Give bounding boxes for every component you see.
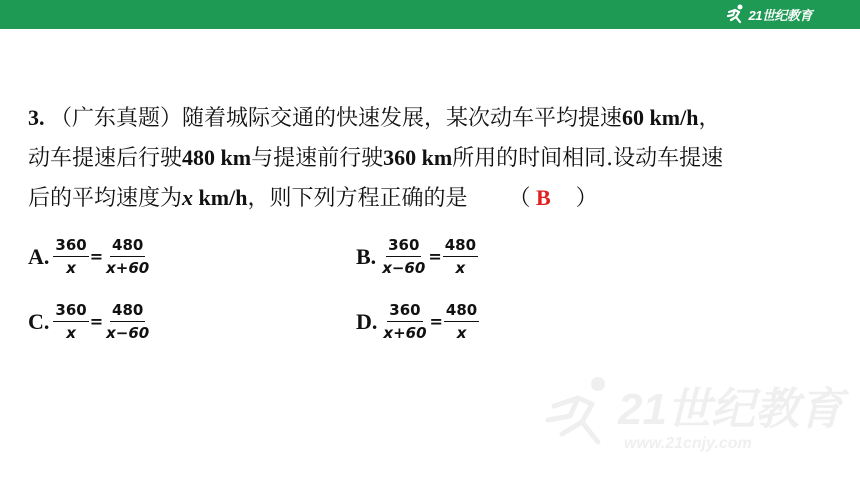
distance-360: 360 km xyxy=(383,145,453,170)
fraction-right xyxy=(443,236,478,277)
watermark-logo xyxy=(540,372,843,452)
denominator: x xyxy=(66,259,76,277)
distance-480: 480 km xyxy=(182,145,252,170)
option-label: C. xyxy=(28,308,50,334)
question-text-3b: ，则下列方程正确的是 xyxy=(247,186,468,211)
option-label: B. xyxy=(356,243,377,269)
answer-paren-open: （ xyxy=(508,186,531,211)
question-text-3a: 后的平均速度为 xyxy=(28,186,183,211)
equals-sign: = xyxy=(428,247,442,266)
header-bar xyxy=(0,0,860,29)
denominator: x xyxy=(66,324,76,342)
fraction-left xyxy=(53,301,88,342)
option-a[interactable] xyxy=(28,236,151,277)
question-text xyxy=(28,98,836,218)
denominator: x+60 xyxy=(106,259,150,277)
option-d[interactable] xyxy=(356,301,479,342)
denominator: x+60 xyxy=(383,324,427,342)
denominator: x−60 xyxy=(106,324,150,342)
answer-paren-close: ） xyxy=(575,186,598,211)
denominator: x xyxy=(455,259,466,277)
question-text-1: 随着城际交通的快速发展，某次动车平均提速 xyxy=(182,106,623,131)
fraction-right xyxy=(104,301,151,342)
answer-mark: B xyxy=(535,185,551,210)
numerator: 360 xyxy=(53,301,88,322)
question-line-3 xyxy=(28,178,836,218)
option-label: D. xyxy=(356,308,378,334)
denominator: x xyxy=(456,324,467,342)
svg-text:www.21cnjy.com: www.21cnjy.com xyxy=(624,435,752,452)
numerator: 480 xyxy=(110,236,145,257)
logo-text: 21世纪教育 xyxy=(748,7,812,23)
speed-unit: km/h xyxy=(193,185,248,210)
fraction-left xyxy=(381,301,428,342)
option-b[interactable] xyxy=(356,236,478,277)
numerator: 480 xyxy=(444,301,479,322)
fraction-left xyxy=(380,236,427,277)
question-text-2b: 与提速前行驶 xyxy=(251,146,384,171)
question-line-2 xyxy=(28,138,836,178)
speedup-value: 60 km/h xyxy=(622,105,699,130)
equals-sign: = xyxy=(89,312,104,331)
option-label: A. xyxy=(28,243,50,269)
svg-text:21世纪教育: 21世纪教育 xyxy=(618,385,843,434)
equals-sign: = xyxy=(89,247,104,266)
numerator: 480 xyxy=(443,236,478,257)
denominator: x−60 xyxy=(382,259,426,277)
brand-logo xyxy=(725,4,812,24)
numerator: 360 xyxy=(387,301,422,322)
question-text-2a: 动车提速后行驶 xyxy=(28,146,183,171)
numerator: 360 xyxy=(386,236,421,257)
variable-x: x xyxy=(182,185,194,210)
question-line-1: 3. （广东真题）随着城际交通的快速发展，某次动车平均提速60 km/h， xyxy=(28,105,721,131)
numerator: 360 xyxy=(53,236,88,257)
question-text-2c: 所用的时间相同.设动车提速 xyxy=(452,146,724,171)
line1-punct: ， xyxy=(698,106,721,131)
fraction-left xyxy=(53,236,88,277)
numerator: 480 xyxy=(110,301,145,322)
fraction-right xyxy=(444,301,479,342)
option-c[interactable] xyxy=(28,301,151,342)
question-source: （广东真题） xyxy=(50,106,183,131)
equals-sign: = xyxy=(429,312,443,331)
fraction-right xyxy=(104,236,151,277)
runner-icon xyxy=(725,4,747,24)
question-number: 3 xyxy=(28,105,39,130)
